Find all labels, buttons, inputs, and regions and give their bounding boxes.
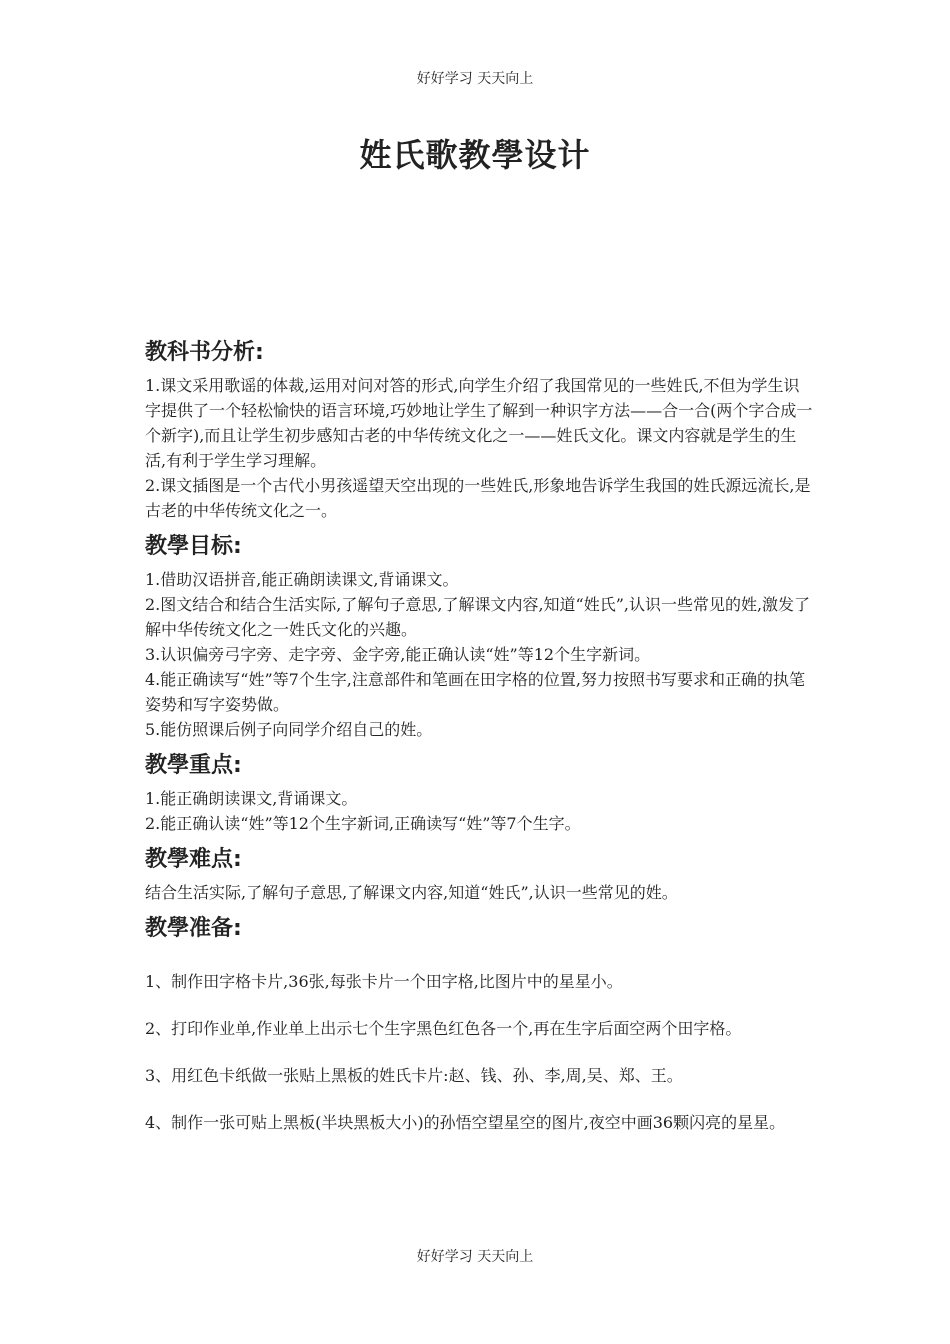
paragraph: 结合生活实际,了解句子意思,了解课文内容,知道“姓氏”,认识一些常见的姓。 xyxy=(145,883,678,902)
section-preparation xyxy=(145,909,815,1135)
paragraph: 2.课文插图是一个古代小男孩遥望天空出现的一些姓氏,形象地告诉学生我国的姓氏源远流长,是古老的中华传统文化之一。 xyxy=(145,476,811,520)
paragraph: 1.能正确朗读课文,背诵课文。 xyxy=(145,789,358,808)
list-item: 1、制作田字格卡片,36张,每张卡片一个田字格,比图片中的星星小。 xyxy=(145,972,623,991)
page-footer: 好好学习 天天向上 xyxy=(416,1249,534,1265)
paragraph: 2.能正确认读“姓”等12个生字新词,正确读写“姓”等7个生字。 xyxy=(145,814,581,833)
paragraph: 2.图文结合和结合生活实际,了解句子意思,了解课文内容,知道“姓氏”,认识一些常见的姓,激发了解中华传统文化之一姓氏文化的兴趣。 xyxy=(145,595,811,639)
list-item: 2、打印作业单,作业单上出示七个生字黑色红色各一个,再在生字后面空两个田字格。 xyxy=(145,1019,742,1038)
section-heading: 教學准备: xyxy=(145,916,242,941)
document-body xyxy=(145,333,815,1157)
paragraph: 1.课文采用歌谣的体裁,运用对问对答的形式,向学生介绍了我国常见的一些姓氏,不但为学生识字提供了一个轻松愉快的语言环境,巧妙地让学生了解到一种识字方法——合一合(两个字合成一个新字),而且让学生初步感知古老的中华传统文化之一——姓氏文化。课文内容就是学生的生活,有利于学生学习理解。 xyxy=(145,376,813,470)
list-item: 4、制作一张可贴上黑板(半块黑板大小)的孙悟空望星空的图片,夜空中画36颗闪亮的星星。 xyxy=(145,1113,786,1132)
section-heading: 教學目标: xyxy=(145,534,242,559)
paragraph: 5.能仿照课后例子向同学介绍自己的姓。 xyxy=(145,720,433,739)
section-textbook-analysis xyxy=(145,333,815,523)
paragraph: 1.借助汉语拼音,能正确朗读课文,背诵课文。 xyxy=(145,570,459,589)
paragraph: 4.能正确读写“姓”等7个生字,注意部件和笔画在田字格的位置,努力按照书写要求和正确的执笔姿势和写字姿势做。 xyxy=(145,670,805,714)
list-item: 3、用红色卡纸做一张贴上黑板的姓氏卡片:赵、钱、孙、李,周,吴、郑、王。 xyxy=(145,1066,683,1085)
preparation-list xyxy=(145,969,815,1135)
page-header: 好好学习 天天向上 xyxy=(416,71,534,87)
section-teaching-goals xyxy=(145,527,815,742)
section-heading: 教學难点: xyxy=(145,847,242,872)
section-difficulties xyxy=(145,840,815,905)
section-heading: 教學重点: xyxy=(145,753,242,778)
section-key-points xyxy=(145,746,815,836)
section-heading: 教科书分析: xyxy=(145,340,264,365)
paragraph: 3.认识偏旁弓字旁、走字旁、金字旁,能正确认读“姓”等12个生字新词。 xyxy=(145,645,651,664)
document-title: 姓氏歌教學设计 xyxy=(359,136,591,174)
